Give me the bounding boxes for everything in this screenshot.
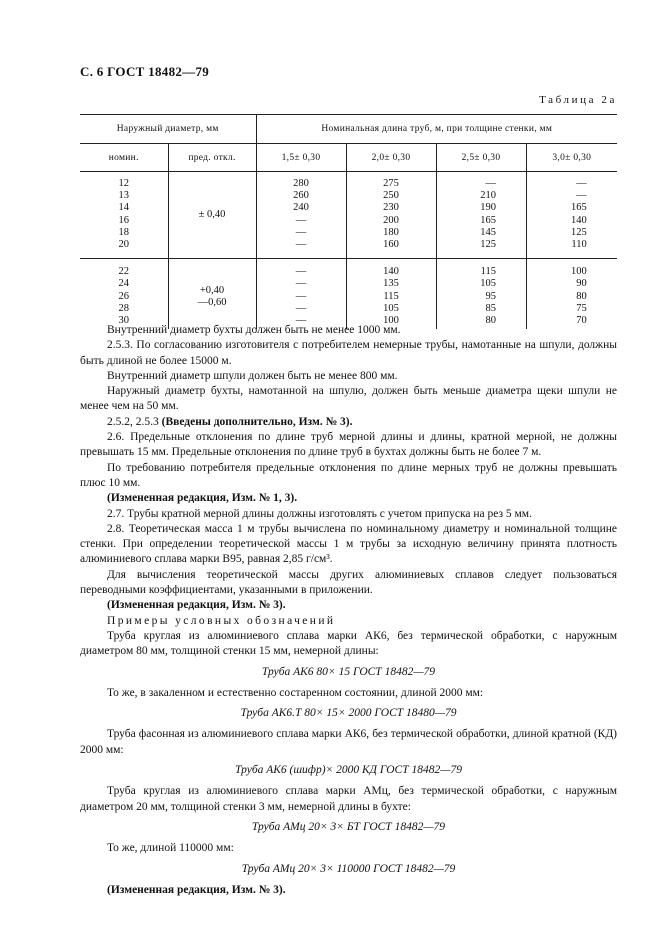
tolerance-cell: ± 0,40: [168, 172, 256, 259]
header-wall-3-0: 3,0± 0,30: [526, 144, 617, 172]
paragraph: Внутренний диаметр шпули должен быть не менее 800 мм.: [107, 369, 398, 382]
header-tolerance: пред. откл.: [168, 144, 256, 172]
designation-formula: Труба АМц 20× 3× БТ ГОСТ 18482—79: [251, 820, 446, 833]
paragraph: То же, в закаленном и естественно состаренном состоянии, длиной 2000 мм:: [107, 686, 484, 699]
designation-formula: Труба АК6 80× 15 ГОСТ 18482—79: [261, 665, 436, 678]
length-cell-3-0: — — 165 140 125 110: [526, 172, 617, 259]
length-cell-2-5: — 210 190 165 145 125: [436, 172, 526, 259]
paragraph: Труба круглая из алюминиевого сплава марки АМц, без термической обработки, с наружным диаметром 20 мм, толщиной стенки 3 мм, немерной длины в бухте:: [80, 785, 617, 813]
amendment-note: (Введены дополнительно, Изм. № 3).: [161, 415, 353, 428]
paragraph: Для вычисления теоретической массы других алюминиевых сплавов следует пользоваться переводными коэффициентами, указанными в приложении.: [80, 568, 617, 597]
header-nominal-length: Номинальная длина труб, м, при толщине стенки, мм: [256, 115, 617, 144]
amendment-note: (Измененная редакция, Изм. № 3).: [107, 883, 286, 896]
paragraph: [80, 415, 617, 430]
length-cell-3-0: 100 90 80 75 70: [526, 259, 617, 330]
diameter-cell: 22 24 26 28 30: [118, 266, 129, 327]
paragraph: Труба фасонная из алюминиевого сплава марки АК6, без термической обработки, длиной кратной (КД) 2000 мм:: [80, 728, 617, 756]
paragraph: 2.5.3. По согласованию изготовителя с потребителем немерные трубы, намотанные на шпули, должны быть длиной не более 15000 м.: [80, 339, 617, 367]
header-wall-2-0: 2,0± 0,30: [346, 144, 436, 172]
paragraph: 2.6. Предельные отклонения по длине труб мерной длины и длины, кратной мерной, не должны превышать 15 мм. Предельные отклонения по длине труб в бухтах должны быть не более 7 м.: [80, 431, 617, 459]
diameter-cell: 12 13 14 16 18 20: [80, 172, 168, 259]
paragraph: По требованию потребителя предельные отклонения по длине мерных труб не должны превышать плюс 10 мм.: [80, 461, 617, 489]
length-cell-1-5: 280 260 240 — — —: [256, 172, 346, 259]
clause-numbers: 2.5.2, 2.5.3: [107, 415, 159, 428]
paragraph: 2.7. Трубы кратной мерной длины должны изготовлять с учетом припуска на рез 5 мм.: [107, 507, 532, 520]
length-cell-2-0: 275 250 230 200 180 160: [346, 172, 436, 259]
tolerance-cell: +0,40 —0,60: [168, 259, 256, 330]
header-outer-diameter: Наружный диаметр, мм: [80, 115, 256, 144]
page-header: С. 6 ГОСТ 18482—79: [80, 64, 210, 79]
paragraph: Внутренний диаметр бухты должен быть не менее 1000 мм.: [107, 324, 401, 336]
table-row-group-1: [80, 172, 617, 259]
header-wall-1-5: 1,5± 0,30: [256, 144, 346, 172]
header-nomin: номин.: [80, 144, 168, 172]
paragraph: 2.8. Теоретическая масса 1 м трубы вычислена по номинальному диаметру и номинальной толщине стенки. При определении теоретической массы 1 м трубы за исходную величину принята плотность алюминиевого сплава марки В95, равная 2,85 г/см³.: [80, 522, 617, 566]
paragraph: Труба круглая из алюминиевого сплава марки АК6, без термической обработки, с наружным диаметром 80 мм, толщиной стенки 15 мм, немерной длины:: [80, 629, 617, 658]
amendment-note: (Измененная редакция, Изм. № 1, 3).: [107, 492, 298, 505]
header-wall-2-5: 2,5± 0,30: [436, 144, 526, 172]
length-cell-1-5: — — — — —: [256, 259, 346, 330]
designation-formula: Труба АМц 20× 3× 110000 ГОСТ 18482—79: [241, 862, 456, 875]
section-heading: Примеры условных обозначений: [107, 614, 336, 627]
designation-formula: Труба АК6.Т 80× 15× 2000 ГОСТ 18480—79: [240, 707, 457, 720]
paragraph: Наружный диаметр бухты, намотанной на шпулю, должен быть меньше диаметра щеки шпули не менее чем на 50 мм.: [80, 385, 617, 413]
designation-formula: Труба АК6 (шифр)× 2000 КД ГОСТ 18482—79: [235, 764, 462, 777]
amendment-note: (Измененная редакция, Изм. № 3).: [107, 599, 286, 612]
length-cell-2-0: 140 135 115 105 100: [346, 259, 436, 330]
body-text: [80, 323, 617, 898]
table-row-group-2: [80, 259, 617, 330]
table-caption: Таблица 2а: [539, 94, 617, 106]
length-cell-2-5: 115 105 95 85 80: [436, 259, 526, 330]
tube-length-table: [80, 114, 617, 329]
paragraph: То же, длиной 110000 мм:: [107, 842, 234, 855]
